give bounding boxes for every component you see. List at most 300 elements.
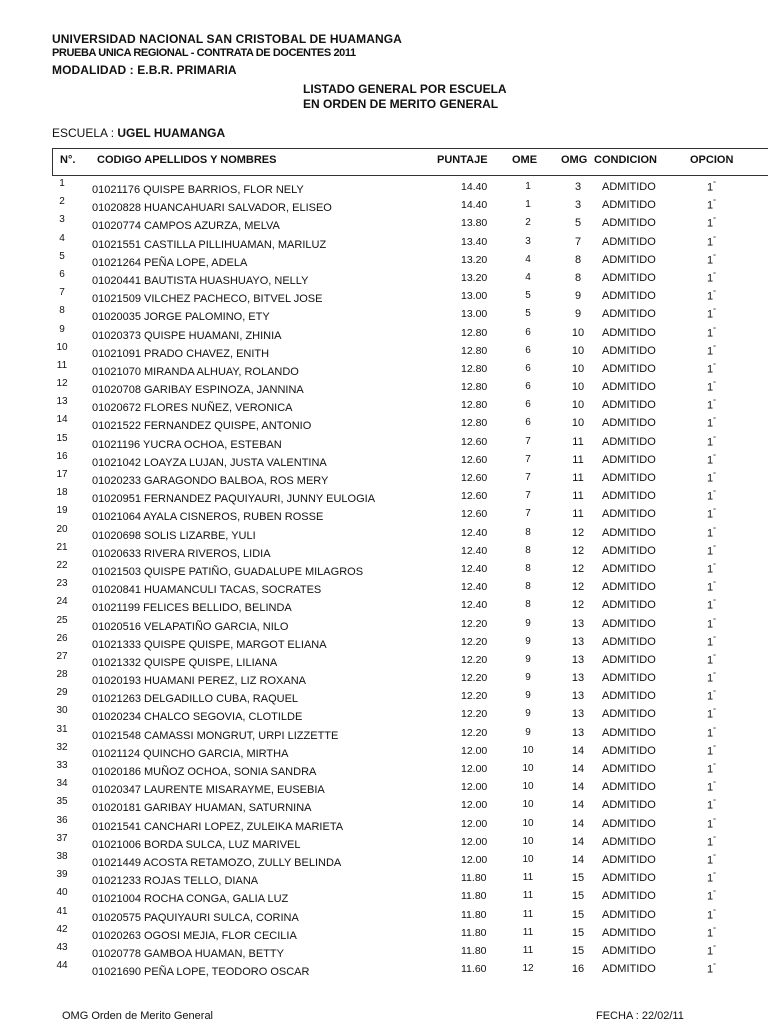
row-puntaje: 12.40 <box>461 526 488 539</box>
row-number: 25 <box>56 614 68 626</box>
row-opcion-value: 1 <box>707 818 714 831</box>
table-row <box>0 487 768 505</box>
table-row <box>0 560 768 578</box>
row-omg: 15 <box>571 872 585 885</box>
row-ome: 12 <box>522 963 534 975</box>
row-number: 38 <box>56 850 68 862</box>
row-code-name: 01021196 YUCRA OCHOA, ESTEBAN <box>92 438 282 451</box>
row-condicion: ADMITIDO <box>602 817 656 830</box>
row-code-name: 01020234 CHALCO SEGOVIA, CLOTILDE <box>92 711 303 724</box>
row-opcion <box>707 363 716 376</box>
row-code-name: 01020698 SOLIS LIZARBE, YULI <box>92 529 256 542</box>
row-condicion: ADMITIDO <box>602 290 656 303</box>
row-number: 12 <box>56 378 68 390</box>
row-opcion-ordinal: ° <box>713 635 716 643</box>
row-condicion: ADMITIDO <box>602 253 656 266</box>
row-opcion-ordinal: ° <box>713 817 716 825</box>
row-puntaje: 12.80 <box>461 362 488 375</box>
row-ome: 10 <box>522 853 534 865</box>
table-row <box>0 414 768 432</box>
row-condicion: ADMITIDO <box>602 344 656 357</box>
row-omg: 11 <box>572 490 584 503</box>
row-condicion: ADMITIDO <box>602 562 656 575</box>
row-condicion: ADMITIDO <box>602 326 656 339</box>
table-row <box>0 924 768 942</box>
row-opcion-ordinal: ° <box>713 708 716 716</box>
row-ome: 8 <box>525 544 531 556</box>
row-omg: 13 <box>571 726 585 739</box>
row-opcion <box>707 236 716 249</box>
row-number: 41 <box>56 905 68 917</box>
row-opcion-value: 1 <box>707 963 714 976</box>
row-code-name: 01020181 GARIBAY HUAMAN, SATURNINA <box>92 802 312 815</box>
row-number: 10 <box>56 341 68 353</box>
row-puntaje: 12.00 <box>461 817 488 830</box>
row-number: 27 <box>56 650 68 662</box>
row-ome: 5 <box>525 308 531 320</box>
table-row <box>0 178 768 196</box>
row-ome: 1 <box>525 199 531 211</box>
row-number: 9 <box>59 323 65 335</box>
row-puntaje: 11.80 <box>461 890 487 903</box>
row-omg: 3 <box>574 181 582 193</box>
row-opcion-ordinal: ° <box>713 562 716 570</box>
row-opcion-value: 1 <box>707 927 714 940</box>
col-header-condicion: CONDICION <box>594 154 657 166</box>
row-ome: 8 <box>525 562 531 574</box>
row-code-name: 01020263 OGOSI MEJIA, FLOR CECILIA <box>92 929 297 942</box>
row-opcion <box>707 272 716 285</box>
row-opcion <box>707 745 716 758</box>
row-puntaje: 12.40 <box>461 544 488 557</box>
row-puntaje: 12.20 <box>461 672 488 685</box>
row-opcion-value: 1 <box>707 254 714 267</box>
row-puntaje: 12.40 <box>461 599 488 612</box>
row-opcion-value: 1 <box>707 800 714 813</box>
col-header-omg: OMG <box>561 154 588 166</box>
row-ome: 10 <box>522 744 534 756</box>
row-opcion-value: 1 <box>707 654 714 667</box>
row-number: 7 <box>59 287 65 299</box>
row-omg: 9 <box>574 308 582 321</box>
row-opcion-value: 1 <box>707 745 714 758</box>
row-condicion: ADMITIDO <box>602 417 656 430</box>
row-opcion <box>707 472 716 485</box>
row-puntaje: 12.80 <box>461 344 488 357</box>
row-code-name: 01021333 QUISPE QUISPE, MARGOT ELIANA <box>92 638 327 651</box>
row-number: 39 <box>56 869 68 881</box>
row-omg: 3 <box>574 199 582 212</box>
row-opcion-value: 1 <box>707 454 714 467</box>
table-row <box>0 760 768 778</box>
row-opcion-value: 1 <box>707 199 714 212</box>
row-ome: 8 <box>525 526 531 538</box>
row-opcion-value: 1 <box>707 509 714 522</box>
row-opcion <box>707 254 716 267</box>
row-ome: 7 <box>525 435 531 447</box>
row-ome: 11 <box>522 890 534 902</box>
row-condicion: ADMITIDO <box>602 635 656 648</box>
row-number: 33 <box>56 760 68 771</box>
row-opcion <box>707 909 716 922</box>
row-opcion-ordinal: ° <box>713 944 716 952</box>
row-number: 34 <box>56 778 68 790</box>
row-omg: 15 <box>571 908 585 921</box>
row-opcion <box>707 872 716 885</box>
row-ome: 7 <box>525 490 531 502</box>
col-header-ome: OME <box>512 154 538 166</box>
row-number: 43 <box>56 941 68 953</box>
row-number: 21 <box>56 541 68 553</box>
row-opcion-ordinal: ° <box>713 490 716 498</box>
row-puntaje: 12.00 <box>461 799 488 812</box>
row-opcion-value: 1 <box>707 909 714 922</box>
row-omg: 14 <box>571 763 585 775</box>
row-opcion-value: 1 <box>707 527 714 540</box>
row-omg: 16 <box>571 963 585 976</box>
row-condicion: ADMITIDO <box>602 435 656 448</box>
row-opcion <box>707 417 716 430</box>
row-condicion: ADMITIDO <box>602 672 656 685</box>
row-number: 40 <box>56 887 68 899</box>
row-number: 37 <box>56 832 68 844</box>
row-puntaje: 11.80 <box>461 872 487 885</box>
row-opcion-value: 1 <box>707 327 714 340</box>
row-number: 11 <box>56 359 68 371</box>
row-number: 31 <box>56 723 68 735</box>
row-ome: 9 <box>525 690 531 702</box>
row-puntaje: 13.20 <box>461 271 488 284</box>
row-ome: 11 <box>522 908 534 920</box>
footer-legend: OMG Orden de Merito General <box>62 1010 214 1022</box>
table-row <box>0 906 768 924</box>
row-ome: 9 <box>525 617 531 629</box>
row-opcion-value: 1 <box>707 581 714 594</box>
row-ome: 6 <box>525 344 531 356</box>
row-condicion: ADMITIDO <box>602 872 656 885</box>
row-omg: 13 <box>571 690 585 703</box>
row-puntaje: 12.60 <box>461 472 488 484</box>
row-opcion-ordinal: ° <box>713 435 716 443</box>
row-opcion <box>707 690 716 703</box>
row-omg: 12 <box>571 599 585 612</box>
row-puntaje: 13.00 <box>461 290 488 303</box>
row-puntaje: 11.80 <box>461 944 487 957</box>
row-condicion: ADMITIDO <box>602 781 656 794</box>
row-opcion-ordinal: ° <box>713 326 716 334</box>
row-puntaje: 13.40 <box>461 235 488 248</box>
row-opcion-value: 1 <box>707 854 714 867</box>
row-puntaje: 13.80 <box>461 217 488 230</box>
row-condicion: ADMITIDO <box>602 308 656 321</box>
row-opcion <box>707 708 716 721</box>
school-line <box>52 126 225 140</box>
row-puntaje: 12.60 <box>461 508 488 521</box>
row-ome: 7 <box>525 472 531 483</box>
row-opcion-value: 1 <box>707 781 714 794</box>
row-ome: 2 <box>525 217 531 229</box>
table-row <box>0 942 768 960</box>
table-row <box>0 869 768 887</box>
row-ome: 4 <box>525 271 531 283</box>
row-number: 32 <box>56 741 68 753</box>
results-table-body <box>0 178 768 978</box>
row-opcion-value: 1 <box>707 945 714 958</box>
row-opcion-value: 1 <box>707 345 714 358</box>
row-opcion-value: 1 <box>707 636 714 649</box>
row-opcion <box>707 327 716 340</box>
row-condicion: ADMITIDO <box>602 472 656 484</box>
row-omg: 10 <box>571 326 585 339</box>
row-opcion <box>707 436 716 449</box>
table-row <box>0 233 768 251</box>
row-opcion <box>707 763 716 776</box>
row-ome: 8 <box>525 599 531 611</box>
row-omg: 13 <box>571 708 585 721</box>
row-opcion-ordinal: ° <box>713 908 716 916</box>
row-puntaje: 12.60 <box>461 490 488 503</box>
row-opcion-ordinal: ° <box>713 544 716 552</box>
row-opcion <box>707 654 716 667</box>
row-opcion <box>707 199 716 212</box>
row-opcion-value: 1 <box>707 308 714 321</box>
row-condicion: ADMITIDO <box>602 490 656 503</box>
row-omg: 10 <box>571 417 585 430</box>
row-ome: 3 <box>525 235 531 247</box>
row-condicion: ADMITIDO <box>602 908 656 921</box>
row-puntaje: 12.20 <box>461 726 488 739</box>
table-row <box>0 251 768 269</box>
row-omg: 9 <box>574 290 582 303</box>
row-omg: 14 <box>571 781 585 794</box>
row-number: 5 <box>59 250 65 262</box>
row-opcion-ordinal: ° <box>713 890 716 898</box>
row-number: 28 <box>56 669 68 681</box>
row-ome: 8 <box>525 581 531 593</box>
row-condicion: ADMITIDO <box>602 799 656 812</box>
table-row <box>0 433 768 451</box>
row-condicion: ADMITIDO <box>602 544 656 557</box>
row-ome: 9 <box>525 708 531 720</box>
row-omg: 8 <box>574 271 582 284</box>
row-ome: 6 <box>525 326 531 338</box>
row-opcion <box>707 381 716 394</box>
row-opcion-value: 1 <box>707 490 714 503</box>
row-opcion-value: 1 <box>707 890 714 903</box>
row-opcion-ordinal: ° <box>713 344 716 352</box>
row-opcion-ordinal: ° <box>713 744 716 752</box>
row-condicion: ADMITIDO <box>602 963 656 976</box>
table-row <box>0 887 768 905</box>
table-row <box>0 378 768 396</box>
table-row <box>0 615 768 633</box>
row-code-name: 01020193 HUAMANI PEREZ, LIZ ROXANA <box>92 675 306 688</box>
row-ome: 9 <box>525 635 531 647</box>
row-opcion <box>707 545 716 558</box>
row-number: 1 <box>59 178 65 189</box>
table-row <box>0 396 768 414</box>
row-opcion-value: 1 <box>707 272 714 285</box>
row-puntaje: 12.20 <box>461 690 488 703</box>
row-puntaje: 12.40 <box>461 562 488 575</box>
row-condicion: ADMITIDO <box>602 944 656 957</box>
row-ome: 10 <box>522 763 534 774</box>
row-opcion <box>707 490 716 503</box>
row-opcion-ordinal: ° <box>713 253 716 261</box>
row-ome: 6 <box>525 417 531 429</box>
row-puntaje: 11.60 <box>461 963 487 976</box>
row-opcion-value: 1 <box>707 599 714 612</box>
row-opcion-ordinal: ° <box>713 290 716 298</box>
row-condicion: ADMITIDO <box>602 744 656 757</box>
row-code-name: 01020575 PAQUIYAURI SULCA, CORINA <box>92 911 299 924</box>
row-opcion <box>707 217 716 230</box>
row-opcion-ordinal: ° <box>713 835 716 843</box>
row-opcion <box>707 290 716 303</box>
row-opcion <box>707 527 716 540</box>
row-number: 2 <box>59 196 65 208</box>
row-opcion <box>707 454 716 467</box>
row-puntaje: 12.60 <box>461 435 488 448</box>
table-row <box>0 360 768 378</box>
row-puntaje: 12.80 <box>461 326 488 339</box>
col-header-name: CODIGO APELLIDOS Y NOMBRES <box>97 154 277 166</box>
row-opcion-ordinal: ° <box>713 235 716 243</box>
row-condicion: ADMITIDO <box>602 581 656 594</box>
row-code-name: 01021199 FELICES BELLIDO, BELINDA <box>92 602 292 615</box>
row-opcion-value: 1 <box>707 872 714 885</box>
row-opcion-value: 1 <box>707 218 714 231</box>
row-omg: 13 <box>571 672 585 685</box>
row-opcion-value: 1 <box>707 290 714 303</box>
row-opcion <box>707 308 716 321</box>
row-code-name: 01020828 HUANCAHUARI SALVADOR, ELISEO <box>92 202 332 215</box>
row-code-name: 01021449 ACOSTA RETAMOZO, ZULLY BELINDA <box>92 856 342 869</box>
row-omg: 15 <box>571 926 585 939</box>
row-condicion: ADMITIDO <box>602 199 656 212</box>
row-number: 42 <box>56 923 68 935</box>
row-ome: 9 <box>525 726 531 738</box>
row-opcion-ordinal: ° <box>713 653 716 661</box>
row-code-name: 01020186 MUÑOZ OCHOA, SONIA SANDRA <box>92 766 317 778</box>
row-number: 14 <box>56 414 68 426</box>
row-puntaje: 14.40 <box>461 199 488 212</box>
row-opcion-value: 1 <box>707 563 714 576</box>
row-opcion-ordinal: ° <box>713 926 716 934</box>
row-puntaje: 11.80 <box>461 908 487 921</box>
row-puntaje: 12.80 <box>461 417 488 430</box>
row-code-name: 01020035 JORGE PALOMINO, ETY <box>92 311 270 324</box>
row-opcion-value: 1 <box>707 236 714 249</box>
row-opcion-ordinal: ° <box>713 381 716 389</box>
row-puntaje: 11.80 <box>461 926 487 939</box>
row-number: 36 <box>56 814 68 826</box>
row-ome: 1 <box>525 181 531 192</box>
row-opcion-ordinal: ° <box>713 453 716 461</box>
row-opcion <box>707 818 716 831</box>
table-row <box>0 633 768 651</box>
row-number: 17 <box>56 469 68 480</box>
row-number: 29 <box>56 687 68 699</box>
row-omg: 12 <box>571 562 585 575</box>
row-opcion <box>707 927 716 940</box>
table-row <box>0 851 768 869</box>
row-opcion-ordinal: ° <box>713 963 716 971</box>
row-condicion: ADMITIDO <box>602 599 656 612</box>
row-condicion: ADMITIDO <box>602 381 656 394</box>
row-condicion: ADMITIDO <box>602 217 656 230</box>
row-ome: 4 <box>525 253 531 265</box>
row-condicion: ADMITIDO <box>602 617 656 630</box>
row-puntaje: 12.00 <box>461 853 488 866</box>
row-opcion-ordinal: ° <box>713 399 716 407</box>
row-opcion-ordinal: ° <box>713 599 716 607</box>
row-code-name: 01021548 CAMASSI MONGRUT, URPI LIZZETTE <box>92 729 339 742</box>
row-number: 23 <box>56 578 68 590</box>
row-omg: 8 <box>574 253 582 266</box>
row-condicion: ADMITIDO <box>602 853 656 866</box>
row-opcion-ordinal: ° <box>713 362 716 370</box>
row-opcion <box>707 181 716 194</box>
row-puntaje: 12.80 <box>461 399 488 412</box>
row-opcion-value: 1 <box>707 545 714 558</box>
table-row <box>0 324 768 342</box>
row-ome: 10 <box>522 799 534 811</box>
row-omg: 13 <box>571 617 585 630</box>
row-condicion: ADMITIDO <box>602 271 656 284</box>
table-row <box>0 342 768 360</box>
row-opcion-value: 1 <box>707 672 714 685</box>
row-ome: 11 <box>522 926 534 938</box>
row-number: 18 <box>56 487 68 499</box>
row-condicion: ADMITIDO <box>602 508 656 521</box>
row-opcion-value: 1 <box>707 690 714 703</box>
col-header-puntaje: PUNTAJE <box>437 154 488 166</box>
row-ome: 10 <box>522 835 534 847</box>
row-ome: 6 <box>525 399 531 411</box>
row-code-name: 01020672 FLORES NUÑEZ, VERONICA <box>92 402 293 415</box>
row-code-name: 01021004 ROCHA CONGA, GALIA LUZ <box>92 893 289 906</box>
row-code-name: 01020774 CAMPOS AZURZA, MELVA <box>92 220 280 233</box>
table-row <box>0 960 768 978</box>
row-opcion-ordinal: ° <box>713 672 716 680</box>
row-opcion <box>707 563 716 576</box>
row-code-name: 01020841 HUAMANCULI TACAS, SOCRATES <box>92 584 322 597</box>
table-row <box>0 505 768 523</box>
row-code-name: 01021690 PEÑA LOPE, TEODORO OSCAR <box>92 966 310 979</box>
row-opcion <box>707 345 716 358</box>
row-opcion <box>707 399 716 412</box>
row-code-name: 01020233 GARAGONDO BALBOA, ROS MERY <box>92 475 329 487</box>
row-code-name: 01021509 VILCHEZ PACHECO, BITVEL JOSE <box>92 293 323 306</box>
row-code-name: 01021233 ROJAS TELLO, DIANA <box>92 875 259 888</box>
row-condicion: ADMITIDO <box>602 526 656 539</box>
table-row <box>0 196 768 214</box>
table-row <box>0 651 768 669</box>
row-number: 4 <box>59 232 65 244</box>
modality-label: MODALIDAD : E.B.R. PRIMARIA <box>52 63 237 77</box>
row-omg: 11 <box>572 453 584 466</box>
row-omg: 5 <box>574 217 582 230</box>
row-opcion-value: 1 <box>707 399 714 412</box>
row-omg: 10 <box>571 381 585 394</box>
table-row <box>0 214 768 232</box>
row-code-name: 01021541 CANCHARI LOPEZ, ZULEIKA MARIETA <box>92 820 344 833</box>
row-number: 13 <box>56 396 68 408</box>
row-omg: 12 <box>571 544 585 557</box>
table-row <box>0 724 768 742</box>
table-row <box>0 305 768 323</box>
